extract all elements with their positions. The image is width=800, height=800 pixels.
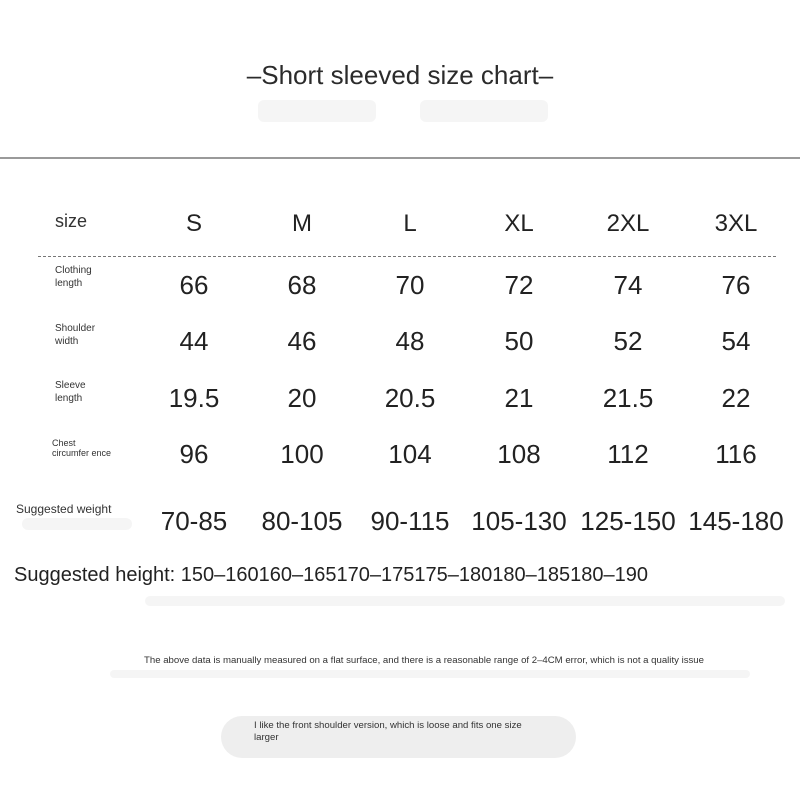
row-label-shoulder-width: Shoulder width	[55, 323, 96, 347]
table-cell: 108	[497, 439, 541, 469]
size-header-label: size	[55, 211, 88, 231]
table-cell: 80-105	[261, 506, 343, 536]
table-cell: 96	[179, 439, 209, 469]
row-label-clothing-length: Clothing length	[55, 265, 92, 289]
measurement-note: The above data is manually measured on a flat surface, and there is a reasonable range of 2–4CM error, which is not a quality issue	[144, 655, 704, 666]
size-col-3xl: 3XL	[714, 210, 758, 237]
page-title: –Short sleeved size chart–	[246, 60, 554, 90]
size-col-xl: XL	[504, 210, 534, 237]
table-cell: 66	[179, 270, 209, 300]
title-shadow-right	[420, 100, 548, 122]
suggested-height-row: Suggested height: 150–160160–165170–175175–180180–185180–190	[14, 564, 648, 586]
table-cell: 44	[179, 326, 209, 356]
table-cell: 105-130	[471, 506, 567, 536]
row-label-sleeve-length: Sleeve length	[55, 380, 86, 404]
table-cell: 104	[388, 439, 432, 469]
table-cell: 100	[280, 439, 324, 469]
height-row-shadow	[145, 596, 785, 606]
table-cell: 76	[721, 270, 751, 300]
table-cell: 22	[721, 383, 751, 413]
table-cell: 70-85	[160, 506, 228, 536]
note-shadow	[110, 670, 750, 678]
table-cell: 72	[504, 270, 534, 300]
callout-text: I like the front shoulder version, which is loose and fits one size larger	[254, 720, 522, 743]
table-cell: 90-115	[370, 506, 450, 536]
table-cell: 116	[715, 439, 757, 469]
table-cell: 70	[395, 270, 425, 300]
table-cell: 21.5	[602, 383, 654, 413]
table-cell: 46	[287, 326, 317, 356]
weight-label-shadow	[22, 518, 132, 530]
table-cell: 112	[607, 439, 649, 469]
table-cell: 20	[287, 383, 317, 413]
row-label-suggested-weight: Suggested weight	[16, 502, 112, 516]
size-col-l: L	[403, 210, 417, 237]
size-col-m: M	[292, 210, 312, 237]
table-cell: 48	[395, 326, 425, 356]
header-divider	[0, 157, 800, 159]
table-cell: 20.5	[384, 383, 436, 413]
row-label-chest-circumference: Chest circumfer ence	[52, 438, 112, 458]
table-cell: 52	[613, 326, 643, 356]
size-col-2xl: 2XL	[606, 210, 650, 237]
table-cell: 21	[504, 383, 534, 413]
header-dashed-divider	[38, 256, 776, 257]
size-col-s: S	[185, 210, 202, 237]
title-shadow-left	[258, 100, 376, 122]
table-cell: 68	[287, 270, 317, 300]
table-cell: 19.5	[168, 383, 220, 413]
table-cell: 74	[613, 270, 643, 300]
table-cell: 50	[504, 326, 534, 356]
table-cell: 145-180	[688, 506, 784, 536]
table-cell: 125-150	[580, 506, 676, 536]
table-cell: 54	[721, 326, 751, 356]
